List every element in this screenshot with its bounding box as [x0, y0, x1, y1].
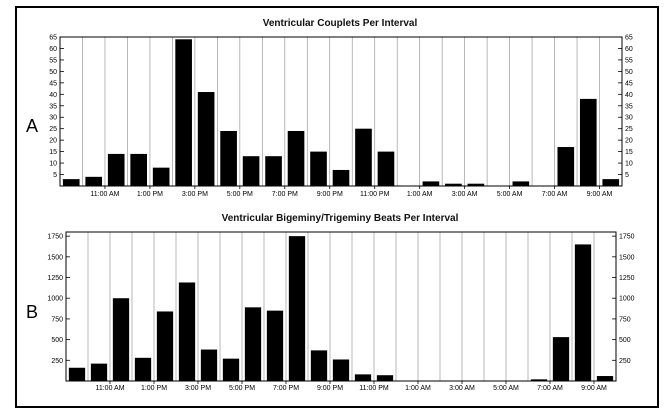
x-tick-label: 1:00 AM — [406, 191, 433, 198]
y-tick-label-right: 20 — [625, 137, 633, 145]
y-tick-label-left: 5 — [53, 172, 57, 180]
x-tick-label: 7:00 AM — [537, 385, 563, 392]
bar — [580, 99, 597, 186]
bar — [468, 184, 485, 186]
y-tick-label-right: 65 — [625, 34, 633, 42]
x-tick-label: 11:00 AM — [90, 191, 120, 198]
x-tick-label: 7:00 PM — [271, 191, 298, 198]
x-tick-label: 3:00 AM — [449, 385, 475, 392]
y-tick-label-right: 50 — [625, 68, 633, 76]
bar — [378, 152, 395, 186]
y-tick-label-right: 10 — [625, 160, 633, 168]
y-tick-label-left: 1000 — [47, 295, 63, 303]
bar — [333, 170, 350, 186]
x-tick-label: 7:00 AM — [541, 191, 568, 198]
bar — [597, 376, 613, 381]
x-tick-label: 5:00 AM — [493, 385, 519, 392]
bar — [63, 179, 80, 186]
y-tick-label-right: 750 — [619, 316, 631, 324]
x-tick-label: 5:00 AM — [496, 191, 523, 198]
bar — [602, 179, 619, 186]
y-tick-label-right: 40 — [625, 91, 633, 99]
bar — [130, 154, 147, 186]
y-tick-label-right: 250 — [619, 357, 631, 365]
bar — [113, 298, 129, 381]
bar — [355, 374, 371, 381]
x-tick-label: 9:00 AM — [586, 191, 613, 198]
bar — [108, 154, 125, 186]
y-tick-label-left: 35 — [49, 103, 57, 111]
bar — [531, 379, 547, 381]
y-tick-label-left: 1500 — [47, 254, 63, 262]
bar — [311, 350, 327, 381]
y-tick-label-left: 10 — [49, 160, 57, 168]
chart-a-title: Ventricular Couplets Per Interval — [262, 18, 418, 29]
bar — [553, 337, 569, 381]
bar — [267, 311, 283, 381]
x-tick-label: 9:00 PM — [316, 191, 343, 198]
y-tick-label-left: 65 — [49, 34, 57, 42]
bar — [289, 236, 305, 381]
bar — [153, 168, 170, 186]
bar — [201, 350, 217, 381]
y-tick-label-left: 1750 — [47, 233, 63, 241]
panel-label-a: A — [26, 116, 39, 136]
x-tick-label: 11:00 AM — [95, 385, 125, 392]
x-tick-label: 5:00 PM — [228, 385, 256, 392]
y-tick-label-left: 55 — [49, 57, 57, 65]
y-tick-label-left: 30 — [49, 114, 57, 122]
bar — [175, 39, 192, 186]
y-tick-label-left: 1250 — [47, 275, 63, 283]
bar — [423, 181, 440, 186]
bar — [179, 282, 195, 381]
x-tick-label: 9:00 AM — [581, 385, 607, 392]
y-tick-label-left: 250 — [51, 357, 63, 365]
y-tick-label-right: 25 — [625, 126, 633, 134]
bar — [157, 311, 173, 381]
bar — [243, 156, 260, 186]
y-tick-label-right: 1500 — [619, 254, 635, 262]
bar — [91, 364, 107, 381]
y-tick-label-right: 5 — [625, 172, 629, 180]
y-tick-label-right: 35 — [625, 103, 633, 111]
bar — [310, 152, 327, 186]
x-tick-label: 3:00 PM — [184, 385, 212, 392]
x-tick-label: 1:00 PM — [136, 191, 163, 198]
y-tick-label-left: 500 — [51, 337, 63, 345]
y-tick-label-left: 15 — [49, 149, 57, 157]
y-tick-label-left: 50 — [49, 68, 57, 76]
bar — [223, 359, 239, 381]
x-tick-label: 1:00 PM — [140, 385, 168, 392]
x-tick-label: 1:00 AM — [405, 385, 431, 392]
bar — [513, 181, 530, 186]
x-tick-label: 5:00 PM — [226, 191, 253, 198]
y-tick-label-right: 500 — [619, 337, 631, 345]
bar — [575, 244, 591, 381]
y-tick-label-right: 45 — [625, 80, 633, 88]
bar — [265, 156, 282, 186]
x-tick-label: 3:00 AM — [451, 191, 478, 198]
y-tick-label-left: 750 — [51, 316, 63, 324]
bar — [69, 368, 85, 381]
bar — [333, 359, 349, 381]
chart-b-title: Ventricular Bigeminy/Trigeminy Beats Per Interval — [221, 213, 459, 224]
bar — [135, 358, 151, 381]
y-tick-label-right: 1000 — [619, 295, 635, 303]
y-tick-label-right: 55 — [625, 57, 633, 65]
y-tick-label-left: 60 — [49, 45, 57, 53]
bar — [220, 131, 237, 186]
y-tick-label-right: 15 — [625, 149, 633, 157]
y-tick-label-left: 40 — [49, 91, 57, 99]
y-tick-label-right: 1750 — [619, 233, 635, 241]
y-tick-label-right: 60 — [625, 45, 633, 53]
x-tick-label: 9:00 PM — [316, 385, 344, 392]
x-tick-label: 11:00 PM — [359, 385, 389, 392]
bar — [288, 131, 305, 186]
y-tick-label-left: 45 — [49, 80, 57, 88]
y-tick-label-left: 25 — [49, 126, 57, 134]
y-tick-label-right: 30 — [625, 114, 633, 122]
bar — [245, 307, 261, 381]
panel-label-b: B — [26, 302, 39, 322]
bar — [85, 177, 102, 186]
bar — [198, 92, 215, 186]
x-tick-label: 3:00 PM — [181, 191, 208, 198]
x-tick-label: 7:00 PM — [272, 385, 300, 392]
bar — [355, 129, 372, 186]
y-tick-label-right: 1250 — [619, 275, 635, 283]
y-tick-label-left: 20 — [49, 137, 57, 145]
x-tick-label: 11:00 PM — [359, 191, 390, 198]
bar — [445, 184, 462, 186]
bar — [557, 147, 574, 186]
bar — [377, 375, 393, 381]
